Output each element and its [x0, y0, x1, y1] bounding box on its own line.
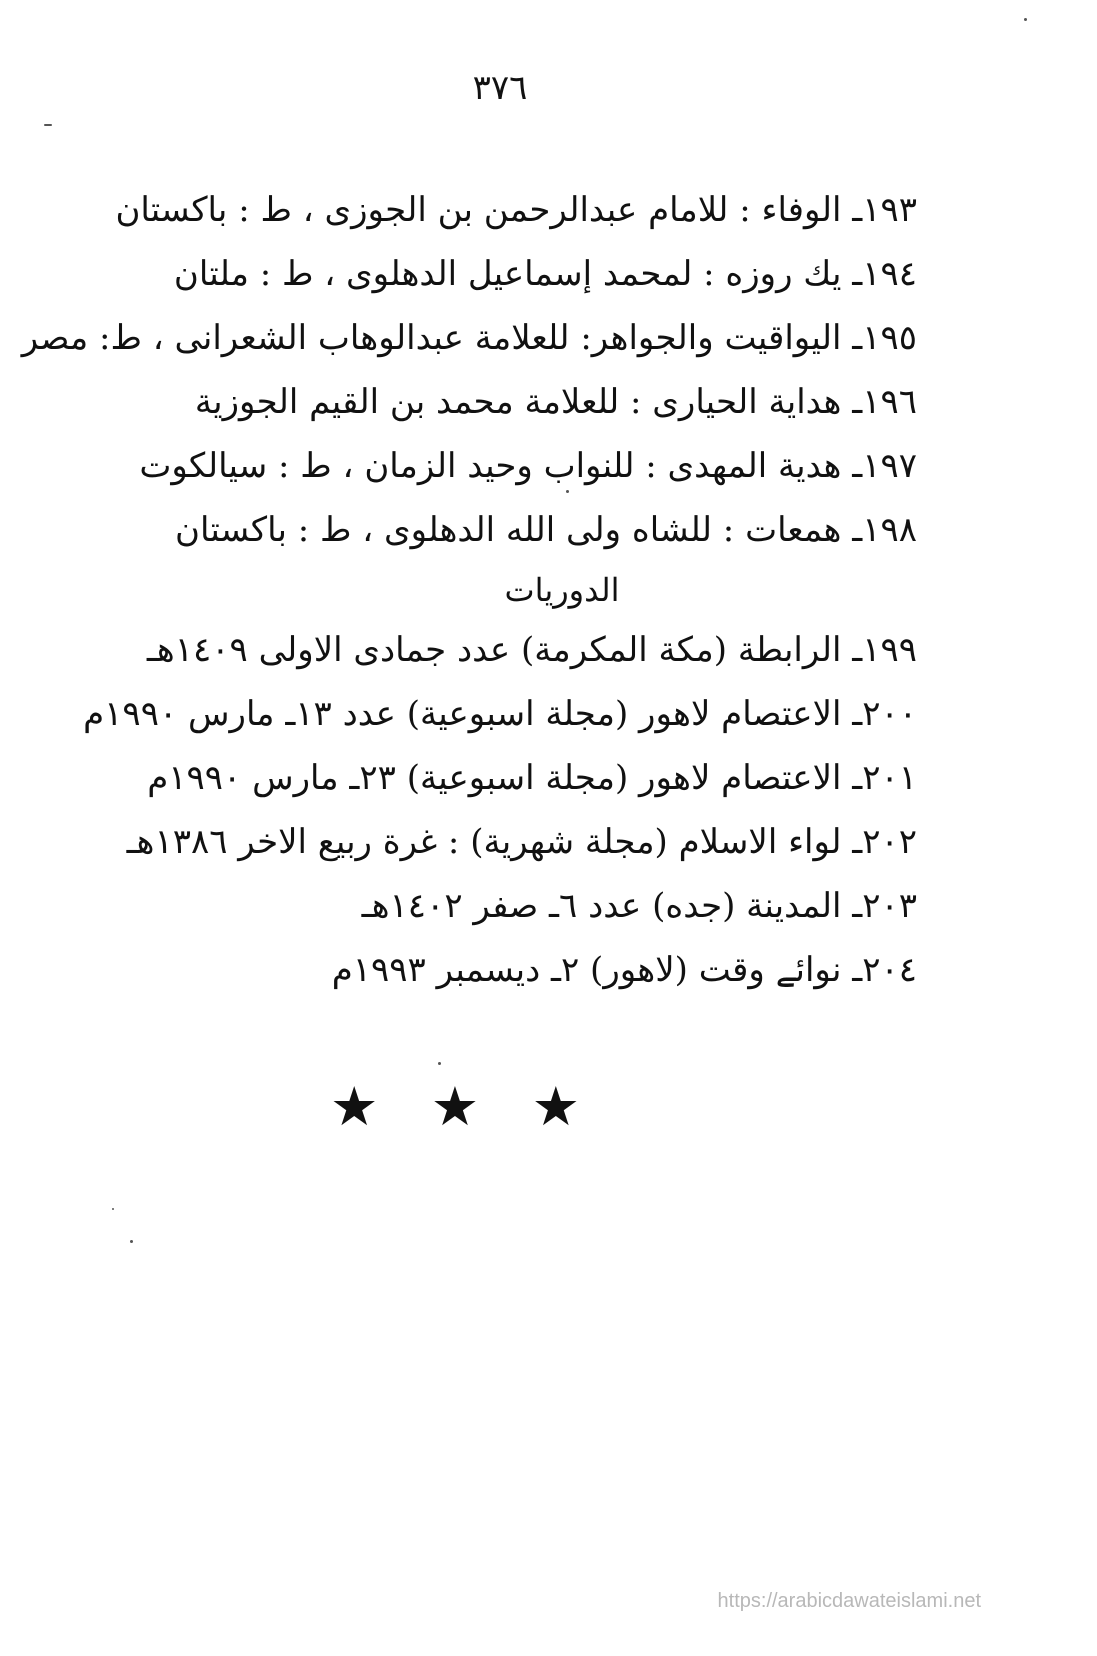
list-item: ٢٠٣ـ المدينة (جده) عدد ٦ـ صفر ١٤٠٢هـ: [361, 886, 917, 926]
scan-speck: [44, 124, 52, 126]
ornament-stars: [330, 1075, 580, 1138]
list-item: ١٩٥ـ اليواقيت والجواهر: للعلامة عبدالوهاب الشعرانى ، ط: مصر: [21, 318, 917, 358]
scan-speck: [438, 1062, 441, 1065]
scan-speck: [130, 1240, 133, 1243]
list-item: ٢٠٢ـ لواء الاسلام (مجلة شهرية) : غرة ربيع الاخر ١٣٨٦هـ: [126, 822, 917, 862]
watermark: https://arabicdawateislami.net: [717, 1590, 981, 1612]
list-item: ١٩٧ـ هدية المهدى : للنواب وحيد الزمان ، ط : سيالكوت: [139, 446, 917, 486]
scan-speck: [1024, 18, 1027, 21]
list-item: ١٩٣ـ الوفاء : للامام عبدالرحمن بن الجوزى ، ط : باكستان: [115, 190, 917, 230]
list-item: ٢٠١ـ الاعتصام لاهور (مجلة اسبوعية) ٢٣ـ مارس ١٩٩٠م: [147, 758, 917, 798]
star-icon: ★: [430, 1075, 480, 1138]
scan-speck: [566, 490, 569, 493]
list-item: ٢٠٤ـ نوائے وقت (لاهور) ٢ـ ديسمبر ١٩٩٣م: [331, 950, 917, 990]
list-item: ١٩٦ـ هداية الحيارى : للعلامة محمد بن القيم الجوزية: [194, 382, 917, 422]
section-heading: الدوريات: [504, 571, 620, 609]
page-number: ٣٧٦: [472, 68, 528, 108]
bibliography-list: [21, 178, 917, 1002]
scan-speck: [112, 1208, 114, 1210]
list-item: ١٩٩ـ الرابطة (مكة المكرمة) عدد جمادى الاولى ١٤٠٩هـ: [146, 630, 917, 670]
list-item: ١٩٤ـ يك روزه : لمحمد إسماعيل الدهلوى ، ط : ملتان: [173, 254, 917, 294]
star-icon: ★: [330, 1075, 379, 1138]
list-item: ١٩٨ـ همعات : للشاه ولى الله الدهلوى ، ط : باكستان: [175, 510, 917, 550]
list-item: ٢٠٠ـ الاعتصام لاهور (مجلة اسبوعية) عدد ١٣ـ مارس ١٩٩٠م: [83, 694, 917, 734]
star-icon: ★: [531, 1075, 580, 1138]
